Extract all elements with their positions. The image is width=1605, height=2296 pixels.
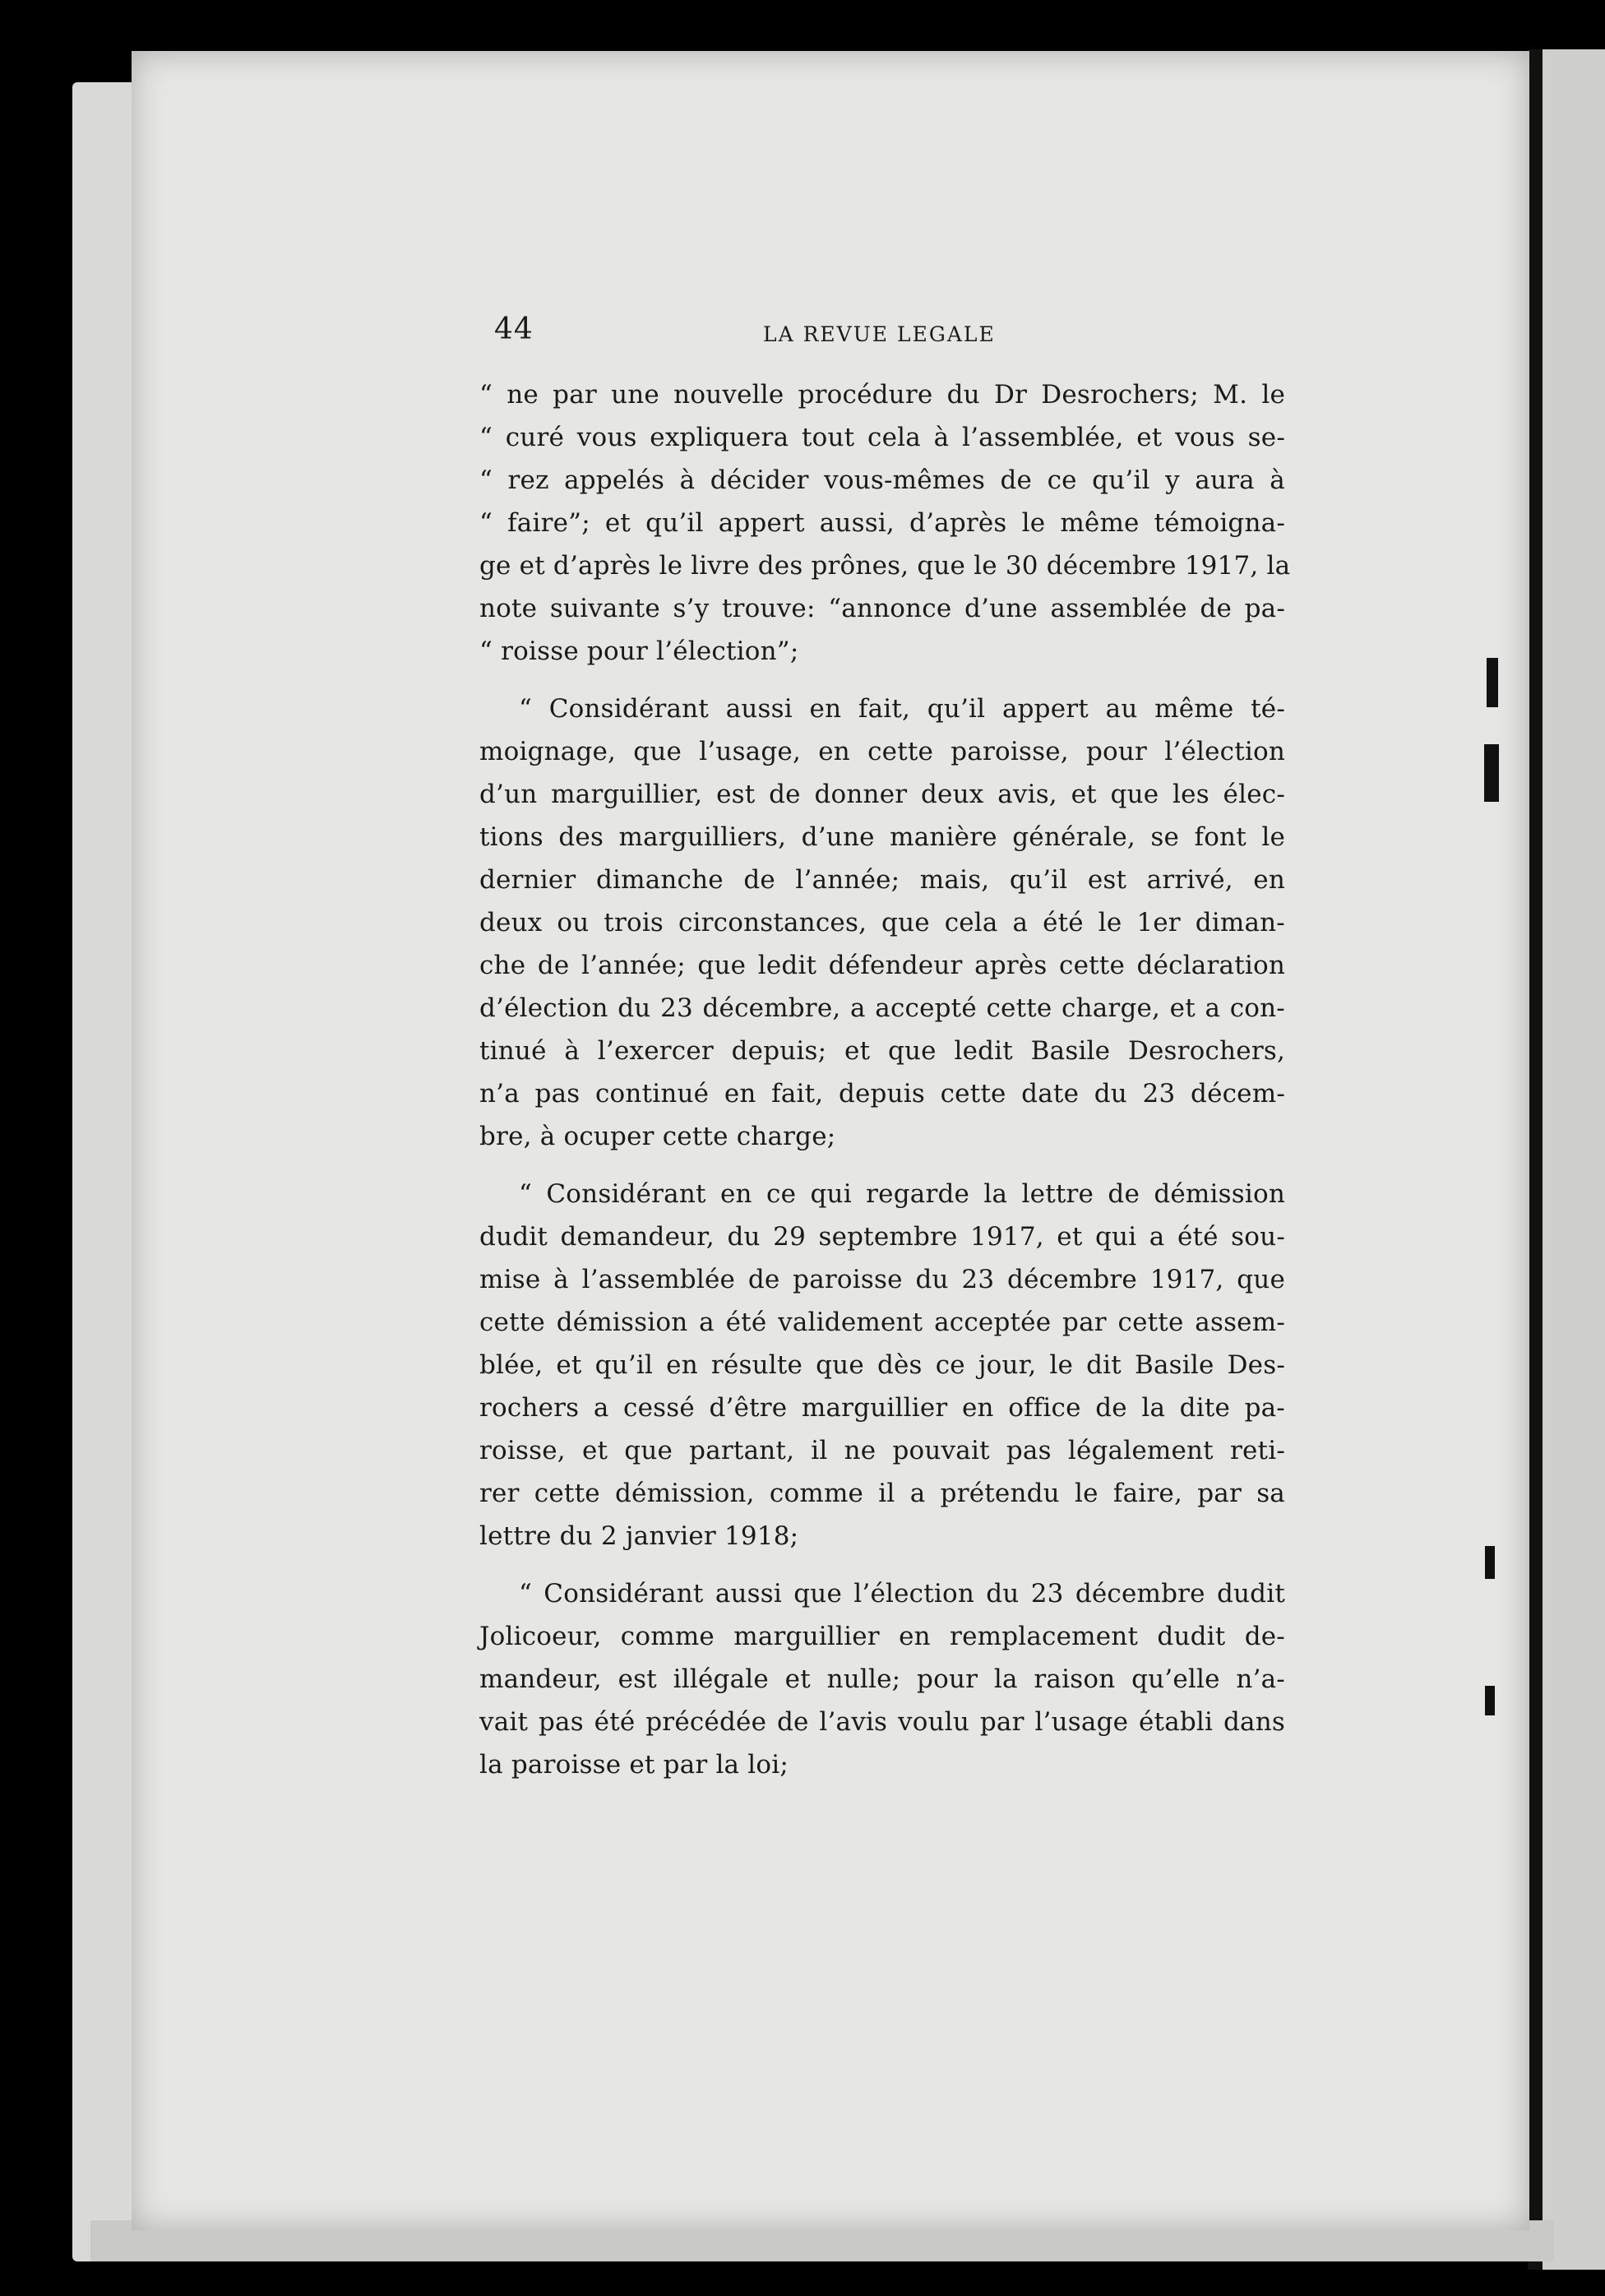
- body-text: [479, 373, 1291, 1786]
- text-line: la paroisse et par la loi;: [479, 1750, 789, 1780]
- text-line: dudit demandeur, du 29 septembre 1917, et qui a été sou-: [479, 1222, 1285, 1252]
- page-number: 44: [494, 312, 534, 346]
- text-line: “ Considérant aussi que l’élection du 23 décembre dudit: [519, 1579, 1285, 1609]
- text-line: “ curé vous expliquera tout cela à l’assemblée, et vous se-: [479, 423, 1285, 452]
- paragraph: [479, 1173, 1285, 1558]
- text-line: blée, et qu’il en résulte que dès ce jour, le dit Basile Des-: [479, 1350, 1285, 1380]
- text-line: moignage, que l’usage, en cette paroisse, pour l’élection: [479, 737, 1285, 766]
- text-line: mandeur, est illégale et nulle; pour la raison qu’elle n’a-: [479, 1664, 1285, 1694]
- text-line: ge et d’après le livre des prônes, que le 30 décembre 1917, la: [479, 551, 1291, 581]
- binding-mark: [1487, 658, 1498, 707]
- text-line: deux ou trois circonstances, que cela a été le 1er diman-: [479, 908, 1285, 937]
- text-line: “ Considérant aussi en fait, qu’il appert au même té-: [519, 694, 1285, 724]
- text-line: n’a pas continué en fait, depuis cette date du 23 décem-: [479, 1079, 1285, 1109]
- text-line: rer cette démission, comme il a prétendu le faire, par sa: [479, 1479, 1285, 1508]
- text-line: vait pas été précédée de l’avis voulu par l’usage établi dans: [479, 1707, 1285, 1737]
- binding-mark: [1484, 744, 1499, 802]
- paragraph: [479, 1572, 1285, 1786]
- text-line: “ ne par une nouvelle procédure du Dr Desrochers; M. le: [479, 380, 1285, 410]
- text-line: mise à l’assemblée de paroisse du 23 décembre 1917, que: [479, 1265, 1285, 1294]
- text-line: “ roisse pour l’élection”;: [479, 636, 799, 666]
- text-line: d’élection du 23 décembre, a accepté cette charge, et a con-: [479, 993, 1285, 1023]
- paragraph: [479, 687, 1285, 1158]
- text-line: tinué à l’exercer depuis; et que ledit Basile Desrochers,: [479, 1036, 1285, 1066]
- page-gutter-shadow: [1528, 49, 1543, 2270]
- text-line: lettre du 2 janvier 1918;: [479, 1521, 799, 1551]
- text-line: che de l’année; que ledit défendeur après cette déclaration: [479, 951, 1285, 980]
- text-block: [479, 312, 1291, 1801]
- text-line: rochers a cessé d’être marguillier en office de la dite pa-: [479, 1393, 1285, 1423]
- binding-mark: [1485, 1686, 1495, 1715]
- binding-mark: [1485, 1546, 1495, 1579]
- journal-title: LA REVUE LEGALE: [763, 322, 996, 346]
- text-line: Jolicoeur, comme marguillier en remplacement dudit de-: [479, 1622, 1285, 1651]
- text-line: note suivante s’y trouve: “annonce d’une assemblée de pa-: [479, 594, 1285, 623]
- text-line: “ faire”; et qu’il appert aussi, d’après le même témoigna-: [479, 508, 1285, 538]
- text-line: bre, à ocuper cette charge;: [479, 1122, 836, 1151]
- text-line: “ Considérant en ce qui regarde la lettre de démission: [519, 1179, 1285, 1209]
- paragraph: [479, 373, 1291, 673]
- text-line: “ rez appelés à décider vous-mêmes de ce qu’il y aura à: [479, 465, 1285, 495]
- text-line: d’un marguillier, est de donner deux avis, et que les élec-: [479, 780, 1285, 809]
- text-line: cette démission a été validement acceptée par cette assem-: [479, 1308, 1285, 1337]
- running-head: [479, 312, 1285, 362]
- text-line: tions des marguilliers, d’une manière générale, se font le: [479, 822, 1285, 852]
- adjacent-page-edge: [1536, 49, 1605, 2270]
- text-line: dernier dimanche de l’année; mais, qu’il est arrivé, en: [479, 865, 1285, 895]
- text-line: roisse, et que partant, il ne pouvait pas légalement reti-: [479, 1436, 1285, 1465]
